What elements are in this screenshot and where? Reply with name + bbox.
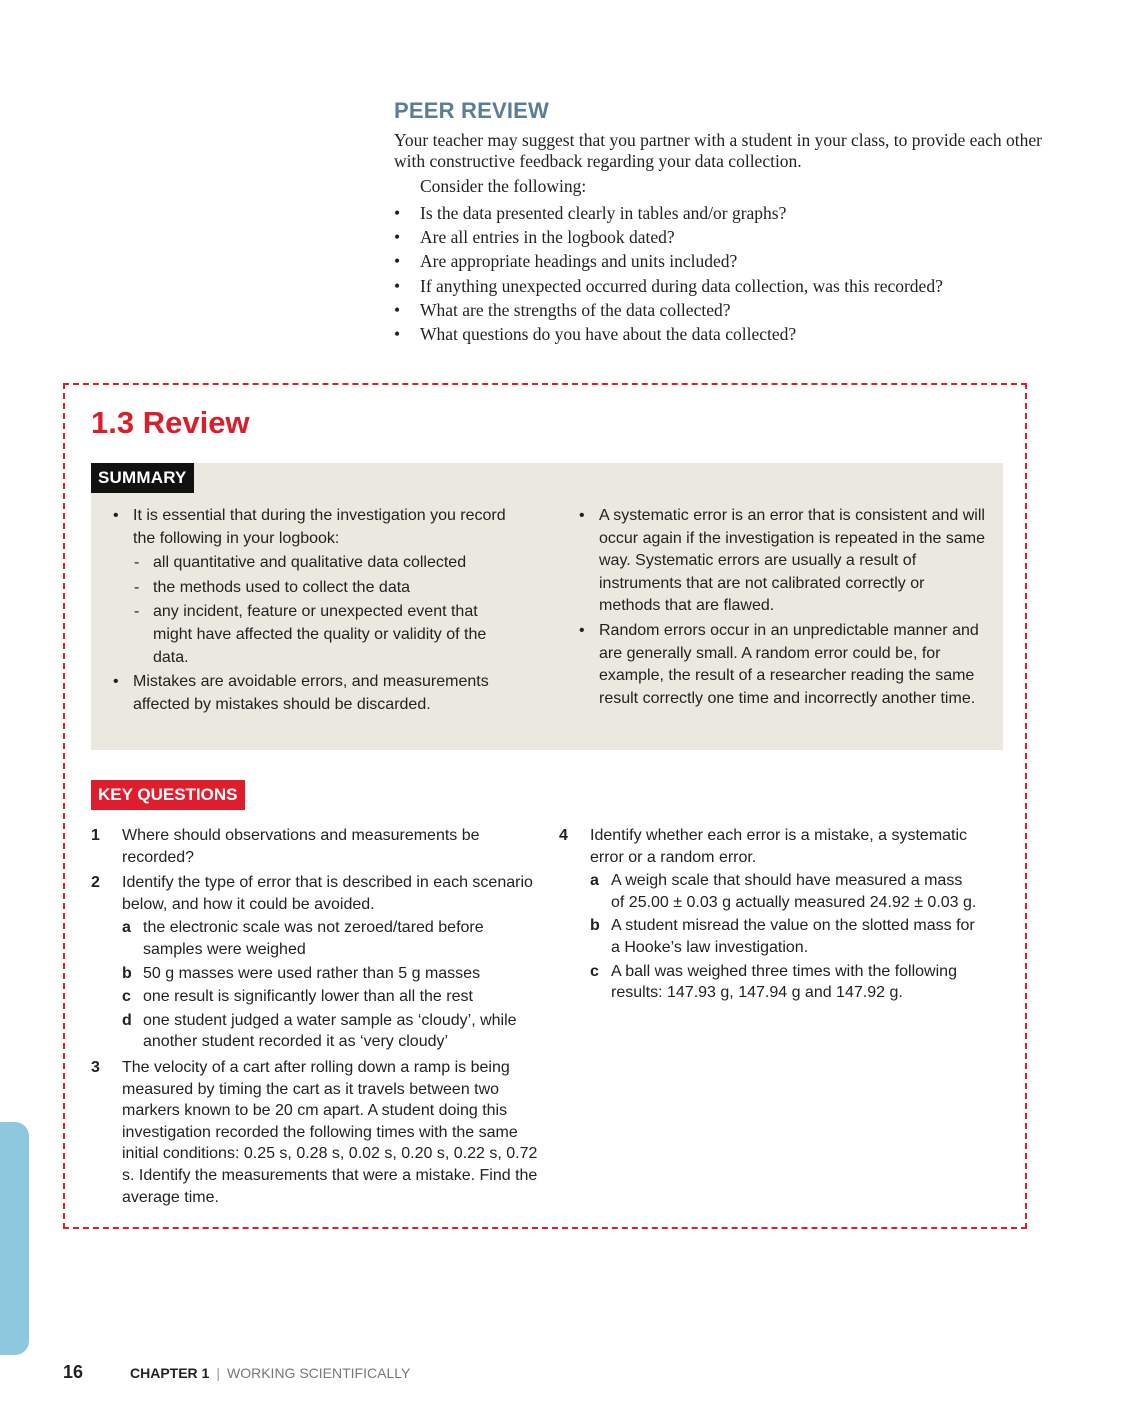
summary-point-text: It is essential that during the investigation you record the following in your logbook: (133, 507, 506, 547)
question-number: 1 (91, 827, 100, 844)
summary-left-column (111, 505, 511, 716)
question-text: The velocity of a cart after rolling down a ramp is being measured by timing the cart as it travels between two markers known to be 20 cm apart. A student doing this investigation recorded the following times with the same initial conditions: 0.25 s, 0.28 s, 0.02 s, 0.20 s, 0.22 s, 0.72 s. Identify the measurements that were a mistake. Find the average time. (122, 1058, 538, 1206)
part-text: 50 g masses were used rather than 5 g masses (143, 964, 481, 982)
peer-review-heading: PEER REVIEW (394, 98, 550, 123)
question-4 (559, 825, 979, 1004)
part-label: a (122, 919, 131, 937)
question-part (590, 961, 979, 1004)
question-part (122, 986, 541, 1008)
part-text: the electronic scale was not zeroed/tared before samples were weighed (143, 919, 484, 958)
review-title: 1.3 Review (91, 405, 250, 440)
review-box (63, 383, 1027, 1229)
part-text: A student misread the value on the slotted mass for a Hooke’s law investigation. (611, 917, 975, 956)
summary-point: • Mistakes are avoidable errors, and measurements affected by mistakes should be discarded. (111, 671, 511, 716)
question-3 (91, 1057, 541, 1208)
summary-right-column (577, 505, 987, 710)
summary-subpoints (133, 552, 511, 669)
question-part (122, 1010, 541, 1053)
part-label: b (590, 917, 600, 935)
list-item: • If anything unexpected occurred during data collection, was this recorded? (394, 274, 1044, 298)
list-item: • Are all entries in the logbook dated? (394, 225, 1044, 249)
peer-review-list (394, 201, 1044, 346)
part-text: one result is significantly lower than all the rest (143, 988, 473, 1006)
list-item: • What questions do you have about the data collected? (394, 322, 1044, 346)
part-text: A ball was weighed three times with the following results: 147.93 g, 147.94 g and 147.92 g. (611, 962, 957, 1002)
part-label: a (590, 872, 599, 890)
summary-point: • A systematic error is an error that is consistent and will occur again if the investigation is repeated in the same way. Systematic errors are usually a result of instruments that are not calibrated correctly or methods that are flawed. (577, 505, 987, 618)
footer-chapter-info (130, 1365, 410, 1381)
summary-panel (91, 463, 1003, 750)
page-number: 16 (63, 1362, 84, 1382)
peer-review-consider: Consider the following: (420, 176, 587, 196)
chapter-side-tab (0, 1122, 29, 1355)
question-part (590, 915, 979, 958)
question-part (122, 963, 541, 985)
question-text: Identify the type of error that is described in each scenario below, and how it could be avoided. (122, 874, 533, 913)
footer-separator: | (216, 1365, 220, 1381)
list-item: • Is the data presented clearly in tables and/or graphs? (394, 201, 1044, 225)
part-text: one student judged a water sample as ‘cloudy’, while another student recorded it as ‘very cloudy’ (143, 1011, 517, 1051)
list-item: • What are the strengths of the data collected? (394, 298, 1044, 322)
question-2 (91, 872, 541, 1053)
part-label: c (590, 962, 599, 980)
summary-subpoint: - the methods used to collect the data (133, 577, 511, 600)
summary-point: • Random errors occur in an unpredictable manner and are generally small. A random error could be, for example, the result of a researcher reading the same result correctly one time and incorrectly another time. (577, 620, 987, 710)
summary-point (111, 505, 511, 669)
summary-subpoint: - any incident, feature or unexpected event that might have affected the quality or validity of the data. (133, 601, 511, 669)
key-questions-right-column (559, 825, 979, 1008)
question-text: Where should observations and measurements be recorded? (122, 827, 480, 866)
key-questions-label: KEY QUESTIONS (91, 780, 245, 810)
question-1 (91, 825, 541, 868)
summary-subpoint: - all quantitative and qualitative data collected (133, 552, 511, 575)
question-part (122, 917, 541, 960)
question-number: 3 (91, 1058, 100, 1076)
summary-label: SUMMARY (91, 463, 194, 493)
question-part (590, 870, 979, 913)
part-label: b (122, 964, 132, 982)
key-questions-left-column (91, 825, 541, 1212)
part-label: c (122, 988, 131, 1006)
question-number: 4 (559, 827, 568, 844)
footer-chapter: CHAPTER 1 (130, 1365, 210, 1381)
peer-review-section (394, 98, 1044, 346)
list-item: • Are appropriate headings and units included? (394, 249, 1044, 273)
question-number: 2 (91, 874, 100, 892)
question-text: Identify whether each error is a mistake, a systematic error or a random error. (590, 827, 968, 866)
part-label: d (122, 1011, 132, 1029)
footer-chapter-name: WORKING SCIENTIFICALLY (227, 1365, 411, 1381)
peer-review-intro: Your teacher may suggest that you partner with a student in your class, to provide each other with constructive feedback regarding your data collection. (394, 130, 1042, 171)
part-text: A weigh scale that should have measured a mass of 25.00 ± 0.03 g actually measured 24.92 ± 0.03 g. (611, 872, 977, 911)
